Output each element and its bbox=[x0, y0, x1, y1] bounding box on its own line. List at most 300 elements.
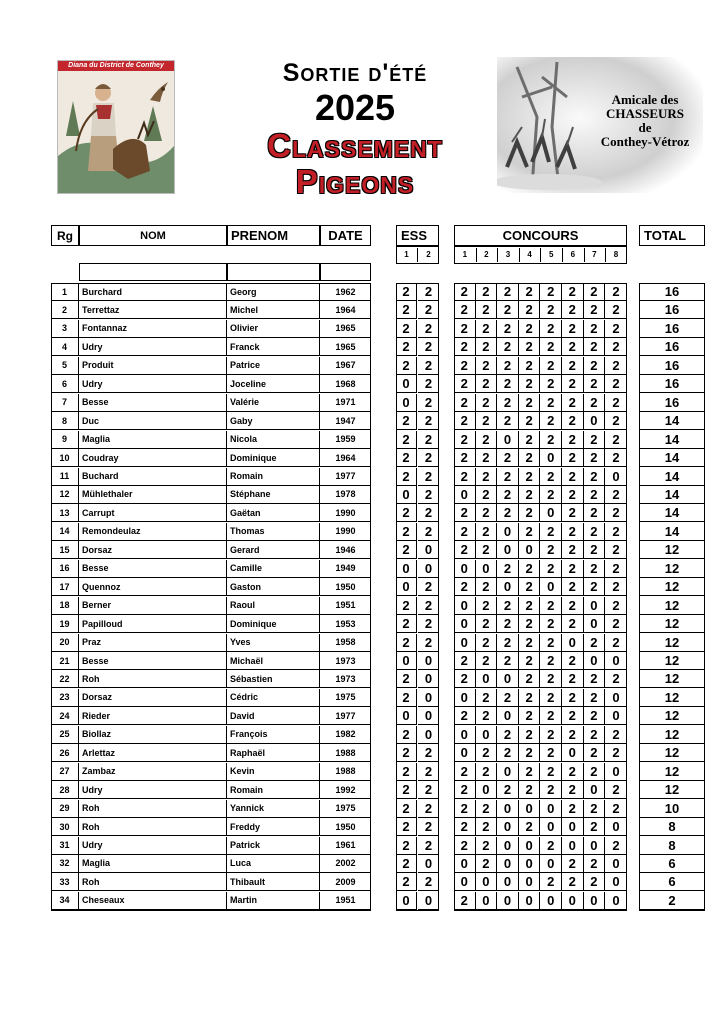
concours-score-cell: 0 bbox=[454, 726, 476, 744]
table-row bbox=[51, 818, 705, 836]
total-cell: 6 bbox=[639, 873, 705, 891]
concours-score-cell: 0 bbox=[454, 689, 476, 707]
concours-score-cell: 2 bbox=[454, 504, 476, 522]
rank-cell: 20 bbox=[51, 634, 79, 652]
concours-score-cell: 0 bbox=[562, 818, 584, 836]
prenom-cell: Gerard bbox=[227, 541, 320, 559]
concours-score-cell: 2 bbox=[519, 338, 541, 356]
concours-score-cell: 2 bbox=[497, 504, 519, 522]
date-cell: 1967 bbox=[320, 357, 371, 375]
concours-score-cell: 0 bbox=[519, 837, 541, 855]
date-cell: 1951 bbox=[320, 597, 371, 615]
nom-cell: Mühlethaler bbox=[79, 486, 227, 504]
concours-score-cell: 2 bbox=[562, 283, 584, 301]
table-row bbox=[51, 541, 705, 559]
total-cell: 12 bbox=[639, 652, 705, 670]
date-cell: 1965 bbox=[320, 338, 371, 356]
title-year: 2025 bbox=[314, 87, 396, 128]
ess-score-cell: 2 bbox=[396, 615, 417, 633]
ess-score-cell: 2 bbox=[418, 615, 439, 633]
ess-score-cell: 2 bbox=[418, 449, 439, 467]
ess-score-cell: 2 bbox=[396, 726, 417, 744]
total-cell: 8 bbox=[639, 837, 705, 855]
prenom-cell: Freddy bbox=[227, 818, 320, 836]
prenom-cell: Thomas bbox=[227, 523, 320, 541]
concours-score-cell: 0 bbox=[584, 652, 606, 670]
date-cell: 1946 bbox=[320, 541, 371, 559]
concours-score-cell: 2 bbox=[454, 892, 476, 910]
rank-cell: 24 bbox=[51, 707, 79, 725]
concours-score-cell: 2 bbox=[540, 689, 562, 707]
ess-score-cell: 2 bbox=[418, 431, 439, 449]
rank-cell: 21 bbox=[51, 652, 79, 670]
concours-score-cell: 2 bbox=[476, 855, 498, 873]
prenom-cell: Yves bbox=[227, 634, 320, 652]
nom-cell: Besse bbox=[79, 560, 227, 578]
concours-score-cell: 2 bbox=[605, 431, 627, 449]
prenom-cell: Michaël bbox=[227, 652, 320, 670]
ess-score-cell: 2 bbox=[418, 818, 439, 836]
total-cell: 12 bbox=[639, 560, 705, 578]
rank-cell: 32 bbox=[51, 855, 79, 873]
concours-score-cell: 2 bbox=[476, 597, 498, 615]
concours-score-cell: 2 bbox=[540, 744, 562, 762]
concours-sub-number: 1 bbox=[454, 248, 477, 262]
concours-score-cell: 2 bbox=[476, 615, 498, 633]
concours-score-cell: 0 bbox=[584, 412, 606, 430]
concours-score-cell: 2 bbox=[562, 394, 584, 412]
prenom-cell: Joceline bbox=[227, 375, 320, 393]
total-cell: 16 bbox=[639, 375, 705, 393]
prenom-cell: Camille bbox=[227, 560, 320, 578]
total-cell: 6 bbox=[639, 855, 705, 873]
concours-score-cell: 2 bbox=[540, 634, 562, 652]
concours-sub-number: 7 bbox=[584, 248, 607, 262]
nom-cell: Rieder bbox=[79, 707, 227, 725]
concours-score-cell: 2 bbox=[562, 615, 584, 633]
concours-score-cell: 2 bbox=[584, 449, 606, 467]
concours-score-cell: 2 bbox=[519, 357, 541, 375]
date-cell: 2002 bbox=[320, 855, 371, 873]
date-cell: 1951 bbox=[320, 892, 371, 910]
header-rank: Rg bbox=[51, 225, 79, 246]
concours-score-cell: 2 bbox=[540, 375, 562, 393]
concours-score-cell: 2 bbox=[562, 541, 584, 559]
ess-score-cell: 2 bbox=[396, 504, 417, 522]
ess-score-cell: 0 bbox=[418, 689, 439, 707]
nom-cell: Coudray bbox=[79, 449, 227, 467]
concours-score-cell: 2 bbox=[454, 670, 476, 688]
concours-score-cell: 0 bbox=[584, 892, 606, 910]
concours-score-cell: 0 bbox=[454, 597, 476, 615]
concours-score-cell: 0 bbox=[497, 670, 519, 688]
concours-score-cell: 2 bbox=[519, 375, 541, 393]
concours-score-cell: 2 bbox=[584, 670, 606, 688]
date-cell: 1953 bbox=[320, 615, 371, 633]
ess-score-cell: 0 bbox=[418, 670, 439, 688]
date-cell: 1947 bbox=[320, 412, 371, 430]
title-line-1: Sortie d'été bbox=[282, 59, 428, 87]
prenom-cell: Raoul bbox=[227, 597, 320, 615]
nom-cell: Udry bbox=[79, 338, 227, 356]
concours-score-cell: 2 bbox=[584, 375, 606, 393]
prenom-cell: Dominique bbox=[227, 449, 320, 467]
total-cell: 12 bbox=[639, 634, 705, 652]
concours-score-cell: 2 bbox=[605, 837, 627, 855]
concours-score-cell: 0 bbox=[476, 873, 498, 891]
concours-score-cell: 2 bbox=[605, 541, 627, 559]
date-cell: 1977 bbox=[320, 707, 371, 725]
ess-score-cell: 2 bbox=[418, 523, 439, 541]
amicale-line: de bbox=[638, 120, 652, 135]
concours-score-cell: 2 bbox=[540, 781, 562, 799]
logo-caption: Diana du District de Conthey bbox=[58, 61, 174, 71]
rank-cell: 33 bbox=[51, 873, 79, 891]
concours-score-cell: 2 bbox=[562, 412, 584, 430]
nom-cell: Biollaz bbox=[79, 726, 227, 744]
concours-score-cell: 0 bbox=[519, 892, 541, 910]
ess-score-cell: 2 bbox=[396, 818, 417, 836]
date-cell: 1961 bbox=[320, 837, 371, 855]
concours-score-cell: 2 bbox=[562, 449, 584, 467]
total-cell: 8 bbox=[639, 818, 705, 836]
concours-score-cell: 0 bbox=[540, 818, 562, 836]
ess-score-cell: 2 bbox=[418, 338, 439, 356]
concours-score-cell: 2 bbox=[562, 504, 584, 522]
concours-score-cell: 2 bbox=[519, 615, 541, 633]
table-row bbox=[51, 431, 705, 449]
concours-score-cell: 2 bbox=[605, 412, 627, 430]
concours-score-cell: 2 bbox=[605, 800, 627, 818]
prenom-cell: Romain bbox=[227, 781, 320, 799]
concours-score-cell: 2 bbox=[497, 652, 519, 670]
nom-cell: Fontannaz bbox=[79, 320, 227, 338]
concours-score-cell: 0 bbox=[497, 763, 519, 781]
nom-cell: Roh bbox=[79, 818, 227, 836]
ess-score-cell: 0 bbox=[418, 726, 439, 744]
concours-score-cell: 2 bbox=[562, 670, 584, 688]
title-line-4: Pigeons bbox=[295, 163, 415, 200]
rank-cell: 13 bbox=[51, 504, 79, 522]
rank-cell: 31 bbox=[51, 837, 79, 855]
total-cell: 16 bbox=[639, 394, 705, 412]
concours-score-cell: 2 bbox=[562, 781, 584, 799]
ess-score-cell: 2 bbox=[418, 837, 439, 855]
prenom-cell: Martin bbox=[227, 892, 320, 910]
concours-score-cell: 2 bbox=[605, 357, 627, 375]
concours-score-cell: 2 bbox=[519, 394, 541, 412]
total-cell: 14 bbox=[639, 523, 705, 541]
ess-score-cell: 2 bbox=[418, 763, 439, 781]
nom-cell: Praz bbox=[79, 634, 227, 652]
prenom-cell: Gaëtan bbox=[227, 504, 320, 522]
concours-score-cell: 2 bbox=[519, 781, 541, 799]
prenom-cell: Cédric bbox=[227, 689, 320, 707]
concours-score-cell: 0 bbox=[605, 855, 627, 873]
total-cell: 12 bbox=[639, 615, 705, 633]
amicale-line: Amicale des bbox=[611, 92, 679, 107]
rank-cell: 28 bbox=[51, 781, 79, 799]
rank-cell: 25 bbox=[51, 726, 79, 744]
concours-sub-number: 8 bbox=[613, 250, 619, 259]
concours-score-cell: 2 bbox=[562, 375, 584, 393]
concours-score-cell: 0 bbox=[519, 873, 541, 891]
concours-score-cell: 2 bbox=[584, 320, 606, 338]
ess-score-cell: 0 bbox=[396, 375, 417, 393]
prenom-cell: Michel bbox=[227, 301, 320, 319]
nom-cell: Carrupt bbox=[79, 504, 227, 522]
ess-score-cell: 2 bbox=[396, 338, 417, 356]
prenom-cell: Olivier bbox=[227, 320, 320, 338]
total-cell: 14 bbox=[639, 468, 705, 486]
concours-score-cell: 2 bbox=[540, 431, 562, 449]
nom-cell: Udry bbox=[79, 781, 227, 799]
concours-score-cell: 2 bbox=[497, 412, 519, 430]
concours-score-cell: 2 bbox=[454, 652, 476, 670]
amicale-text bbox=[590, 93, 700, 149]
concours-score-cell: 2 bbox=[562, 800, 584, 818]
table-row bbox=[51, 468, 705, 486]
concours-score-cell: 2 bbox=[540, 837, 562, 855]
concours-score-cell: 2 bbox=[540, 320, 562, 338]
table-row bbox=[51, 892, 705, 910]
table-row bbox=[51, 394, 705, 412]
table-row bbox=[51, 800, 705, 818]
rank-cell: 17 bbox=[51, 578, 79, 596]
prenom-cell: Georg bbox=[227, 283, 320, 301]
nom-cell: Roh bbox=[79, 873, 227, 891]
concours-score-cell: 2 bbox=[519, 320, 541, 338]
date-cell: 1950 bbox=[320, 578, 371, 596]
ess-sub-number: 1 bbox=[396, 248, 418, 262]
nom-cell: Besse bbox=[79, 394, 227, 412]
total-cell: 12 bbox=[639, 707, 705, 725]
concours-score-cell: 0 bbox=[540, 892, 562, 910]
concours-score-cell: 2 bbox=[584, 523, 606, 541]
concours-score-cell: 2 bbox=[562, 523, 584, 541]
table-row bbox=[51, 615, 705, 633]
prenom-cell: Romain bbox=[227, 468, 320, 486]
ess-score-cell: 0 bbox=[396, 892, 417, 910]
concours-score-cell: 2 bbox=[519, 634, 541, 652]
header-total: TOTAL bbox=[639, 225, 705, 246]
concours-score-cell: 2 bbox=[497, 634, 519, 652]
concours-score-cell: 2 bbox=[454, 468, 476, 486]
concours-score-cell: 2 bbox=[454, 394, 476, 412]
concours-score-cell: 0 bbox=[605, 818, 627, 836]
ess-score-cell: 2 bbox=[396, 634, 417, 652]
total-cell: 10 bbox=[639, 800, 705, 818]
concours-score-cell: 2 bbox=[584, 283, 606, 301]
concours-score-cell: 0 bbox=[497, 892, 519, 910]
concours-score-cell: 2 bbox=[562, 357, 584, 375]
concours-score-cell: 0 bbox=[584, 615, 606, 633]
nom-cell: Maglia bbox=[79, 855, 227, 873]
ess-score-cell: 2 bbox=[418, 412, 439, 430]
concours-score-cell: 2 bbox=[519, 744, 541, 762]
concours-score-cell: 2 bbox=[497, 449, 519, 467]
rank-cell: 5 bbox=[51, 357, 79, 375]
concours-score-cell: 2 bbox=[605, 504, 627, 522]
table-row bbox=[51, 578, 705, 596]
date-cell: 1978 bbox=[320, 486, 371, 504]
ess-sub-number: 2 bbox=[426, 250, 431, 259]
prenom-cell: Sébastien bbox=[227, 670, 320, 688]
concours-score-cell: 2 bbox=[476, 486, 498, 504]
concours-score-cell: 2 bbox=[605, 560, 627, 578]
prenom-cell: Gaston bbox=[227, 578, 320, 596]
concours-score-cell: 0 bbox=[454, 615, 476, 633]
nom-cell: Udry bbox=[79, 837, 227, 855]
amicale-line: CHASSEURS bbox=[605, 106, 685, 121]
ess-score-cell: 2 bbox=[418, 375, 439, 393]
nom-cell: Roh bbox=[79, 670, 227, 688]
concours-score-cell: 2 bbox=[584, 707, 606, 725]
concours-score-cell: 0 bbox=[519, 855, 541, 873]
rank-cell: 8 bbox=[51, 412, 79, 430]
concours-score-cell: 2 bbox=[476, 707, 498, 725]
concours-sub-number: 4 bbox=[519, 248, 542, 262]
ess-score-cell: 2 bbox=[418, 634, 439, 652]
concours-score-cell: 2 bbox=[519, 449, 541, 467]
concours-score-cell: 2 bbox=[605, 578, 627, 596]
concours-score-cell: 2 bbox=[476, 652, 498, 670]
concours-score-cell: 2 bbox=[562, 855, 584, 873]
table-row bbox=[51, 652, 705, 670]
concours-score-cell: 2 bbox=[540, 301, 562, 319]
concours-score-cell: 2 bbox=[519, 504, 541, 522]
concours-score-cell: 2 bbox=[584, 726, 606, 744]
date-cell: 1962 bbox=[320, 283, 371, 301]
ess-score-cell: 2 bbox=[396, 744, 417, 762]
concours-score-cell: 0 bbox=[454, 744, 476, 762]
table-row bbox=[51, 486, 705, 504]
title-line-3: Classement bbox=[267, 127, 443, 164]
rank-cell: 18 bbox=[51, 597, 79, 615]
date-cell: 1975 bbox=[320, 689, 371, 707]
concours-score-cell: 2 bbox=[519, 670, 541, 688]
concours-score-cell: 0 bbox=[584, 781, 606, 799]
concours-score-cell: 2 bbox=[476, 375, 498, 393]
ess-score-cell: 2 bbox=[418, 578, 439, 596]
header-concours: CONCOURS bbox=[454, 225, 627, 246]
date-cell: 1982 bbox=[320, 726, 371, 744]
date-cell: 1973 bbox=[320, 652, 371, 670]
concours-score-cell: 2 bbox=[476, 468, 498, 486]
total-cell: 16 bbox=[639, 338, 705, 356]
ess-score-cell: 2 bbox=[396, 873, 417, 891]
date-cell: 1950 bbox=[320, 818, 371, 836]
concours-score-cell: 2 bbox=[562, 338, 584, 356]
concours-score-cell: 2 bbox=[454, 320, 476, 338]
concours-score-cell: 2 bbox=[605, 597, 627, 615]
bird-icon bbox=[148, 80, 170, 106]
concours-score-cell: 0 bbox=[605, 892, 627, 910]
concours-score-cell: 2 bbox=[562, 652, 584, 670]
concours-score-cell: 2 bbox=[497, 320, 519, 338]
ess-score-cell: 0 bbox=[396, 394, 417, 412]
concours-score-cell: 0 bbox=[605, 763, 627, 781]
concours-score-cell: 2 bbox=[540, 394, 562, 412]
concours-score-cell: 2 bbox=[605, 634, 627, 652]
date-cell: 1964 bbox=[320, 449, 371, 467]
concours-score-cell: 0 bbox=[540, 855, 562, 873]
concours-score-cell: 2 bbox=[519, 560, 541, 578]
rank-cell: 26 bbox=[51, 744, 79, 762]
ess-score-cell: 2 bbox=[396, 670, 417, 688]
concours-score-cell: 2 bbox=[584, 394, 606, 412]
concours-score-cell: 2 bbox=[605, 320, 627, 338]
rank-cell: 22 bbox=[51, 670, 79, 688]
concours-score-cell: 2 bbox=[476, 320, 498, 338]
nom-cell: Besse bbox=[79, 652, 227, 670]
prenom-cell: Kevin bbox=[227, 763, 320, 781]
concours-score-cell: 2 bbox=[497, 375, 519, 393]
ess-score-cell: 2 bbox=[418, 744, 439, 762]
ess-score-cell: 2 bbox=[418, 468, 439, 486]
concours-score-cell: 0 bbox=[497, 818, 519, 836]
table-row bbox=[51, 357, 705, 375]
nom-cell: Papilloud bbox=[79, 615, 227, 633]
concours-score-cell: 0 bbox=[519, 800, 541, 818]
ess-score-cell: 2 bbox=[396, 781, 417, 799]
empty-nom-cell bbox=[79, 263, 227, 281]
date-cell: 1973 bbox=[320, 670, 371, 688]
nom-cell: Dorsaz bbox=[79, 541, 227, 559]
total-cell: 12 bbox=[639, 689, 705, 707]
concours-score-cell: 0 bbox=[519, 541, 541, 559]
concours-score-cell: 2 bbox=[454, 449, 476, 467]
ess-score-cell: 2 bbox=[396, 431, 417, 449]
concours-score-cell: 2 bbox=[605, 449, 627, 467]
ess-score-cell: 2 bbox=[396, 689, 417, 707]
concours-score-cell: 0 bbox=[454, 634, 476, 652]
concours-score-cell: 0 bbox=[562, 892, 584, 910]
concours-score-cell: 2 bbox=[454, 375, 476, 393]
concours-score-cell: 2 bbox=[497, 338, 519, 356]
ess-score-cell: 0 bbox=[418, 541, 439, 559]
table-row bbox=[51, 837, 705, 855]
rank-cell: 11 bbox=[51, 468, 79, 486]
ess-score-cell: 2 bbox=[396, 855, 417, 873]
concours-score-cell: 2 bbox=[476, 800, 498, 818]
ess-score-cell: 2 bbox=[396, 468, 417, 486]
concours-score-cell: 2 bbox=[562, 320, 584, 338]
concours-score-cell: 2 bbox=[454, 578, 476, 596]
concours-score-cell: 0 bbox=[497, 431, 519, 449]
concours-score-cell: 2 bbox=[519, 818, 541, 836]
document-title bbox=[190, 58, 520, 200]
ess-score-cell: 2 bbox=[418, 504, 439, 522]
concours-score-cell: 0 bbox=[562, 744, 584, 762]
header-prenom: PRENOM bbox=[227, 225, 320, 246]
rank-cell: 10 bbox=[51, 449, 79, 467]
concours-score-cell: 2 bbox=[476, 283, 498, 301]
concours-score-cell: 2 bbox=[540, 523, 562, 541]
table-row bbox=[51, 689, 705, 707]
date-cell: 1959 bbox=[320, 431, 371, 449]
rank-cell: 34 bbox=[51, 892, 79, 910]
nom-cell: Maglia bbox=[79, 431, 227, 449]
concours-sub-number: 6 bbox=[562, 248, 585, 262]
concours-score-cell: 2 bbox=[476, 338, 498, 356]
concours-sub-number: 2 bbox=[476, 248, 499, 262]
total-cell: 16 bbox=[639, 283, 705, 301]
concours-score-cell: 2 bbox=[584, 744, 606, 762]
concours-score-cell: 0 bbox=[497, 873, 519, 891]
concours-score-cell: 2 bbox=[562, 560, 584, 578]
date-cell: 1988 bbox=[320, 763, 371, 781]
